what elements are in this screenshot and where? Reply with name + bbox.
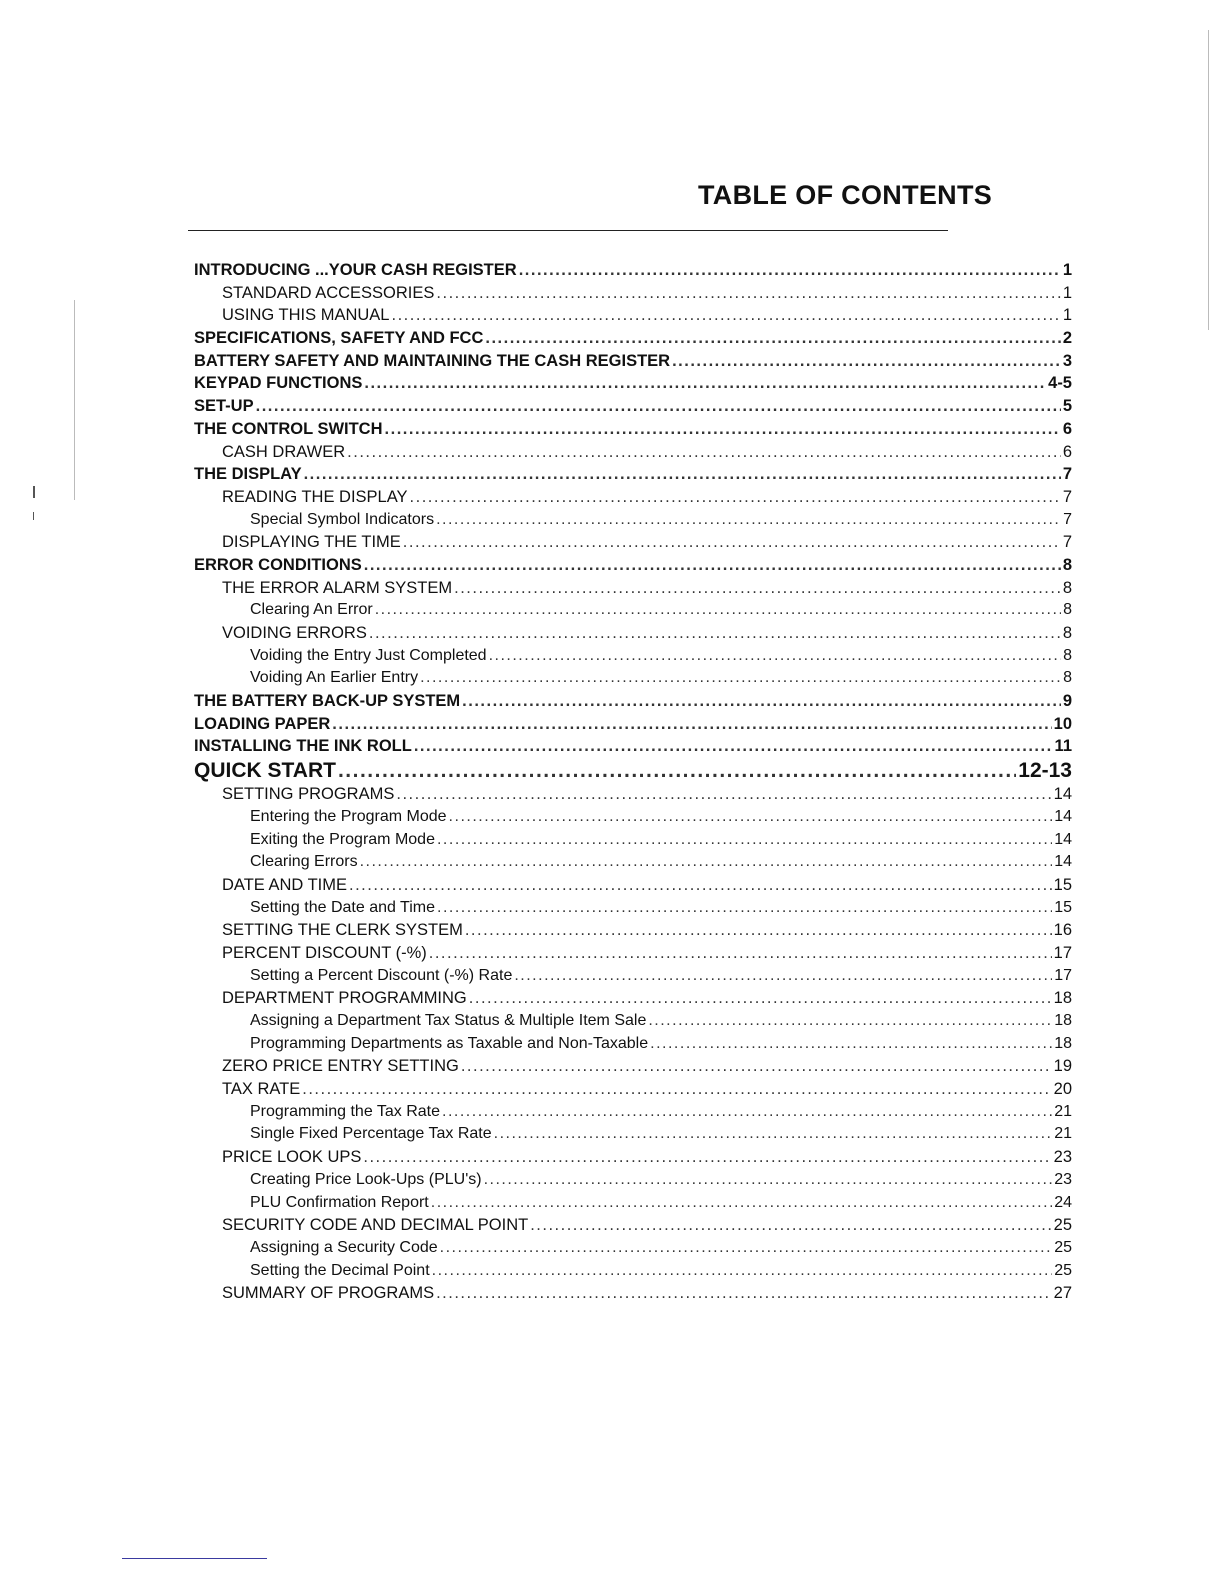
- toc-entry[interactable]: [194, 851, 1072, 874]
- dot-leader: [437, 829, 1052, 852]
- dot-leader: [650, 1033, 1052, 1056]
- dot-leader: [304, 463, 1061, 486]
- toc-entry[interactable]: [194, 1146, 1072, 1169]
- toc-entry-label: CASH DRAWER: [222, 442, 346, 461]
- toc-entry-page: 4-5: [1048, 374, 1072, 393]
- toc-entry[interactable]: [194, 304, 1072, 327]
- toc-entry-label: Creating Price Look-Ups (PLU's): [250, 1170, 482, 1188]
- toc-entry-page: 14: [1053, 785, 1072, 804]
- dot-leader: [414, 735, 1053, 758]
- toc-entry[interactable]: [194, 1214, 1072, 1237]
- toc-entry-label: DATE AND TIME: [222, 875, 347, 894]
- toc-entry-page: 15: [1053, 875, 1072, 894]
- toc-entry-page: 2: [1062, 329, 1072, 348]
- toc-entry[interactable]: [194, 1055, 1072, 1078]
- toc-entry-page: 21: [1054, 1125, 1072, 1143]
- toc-entry[interactable]: [194, 919, 1072, 942]
- dot-leader: [375, 599, 1061, 622]
- toc-entry-label: SECURITY CODE AND DECIMAL POINT: [222, 1216, 529, 1235]
- dot-leader: [514, 965, 1052, 988]
- dot-leader: [436, 1282, 1052, 1305]
- toc-entry-page: 23: [1054, 1170, 1072, 1188]
- toc-entry[interactable]: [194, 622, 1072, 645]
- toc-entry-page: 18: [1054, 1034, 1072, 1052]
- toc-entry-page: 7: [1062, 533, 1072, 552]
- dot-leader: [364, 554, 1061, 577]
- dot-leader: [485, 327, 1060, 350]
- toc-entry-page: 6: [1062, 442, 1072, 461]
- toc-entry-label: THE CONTROL SWITCH: [194, 419, 383, 438]
- toc-entry[interactable]: [194, 735, 1072, 758]
- toc-entry[interactable]: [194, 463, 1072, 486]
- toc-entry-label: Programming Departments as Taxable and Non-Taxable: [250, 1034, 649, 1052]
- toc-entry-page: 1: [1062, 306, 1072, 325]
- toc-entry-label: Setting the Decimal Point: [250, 1261, 430, 1279]
- dot-leader: [432, 1260, 1053, 1283]
- toc-entry[interactable]: [194, 418, 1072, 441]
- toc-entry[interactable]: [194, 783, 1072, 806]
- toc-entry-label: ERROR CONDITIONS: [194, 555, 362, 574]
- toc-entry-label: Clearing Errors: [250, 853, 358, 871]
- dot-leader: [396, 783, 1051, 806]
- toc-entry-page: 23: [1053, 1148, 1072, 1167]
- toc-entry-label: Exiting the Program Mode: [250, 830, 435, 848]
- toc-entry[interactable]: [194, 758, 1072, 783]
- dot-leader: [672, 350, 1061, 373]
- dot-leader: [332, 713, 1051, 736]
- toc-entry-label: THE ERROR ALARM SYSTEM: [222, 578, 453, 597]
- toc-entry[interactable]: [194, 577, 1072, 600]
- scan-mark: [1208, 30, 1209, 330]
- toc-entry[interactable]: [194, 372, 1072, 395]
- toc-entry-label: INTRODUCING ...YOUR CASH REGISTER: [194, 261, 517, 279]
- dot-leader: [449, 806, 1053, 829]
- dot-leader: [403, 531, 1061, 554]
- toc-entry-page: 7: [1062, 487, 1072, 506]
- toc-entry-page: 7: [1062, 465, 1072, 484]
- dot-leader: [494, 1123, 1053, 1146]
- toc-entry[interactable]: [194, 509, 1072, 532]
- toc-entry-page: 17: [1054, 966, 1072, 984]
- toc-entry-label: SETTING PROGRAMS: [222, 785, 395, 804]
- toc-entry-page: 8: [1062, 578, 1072, 597]
- toc-entry-page: 19: [1053, 1057, 1072, 1076]
- toc-entry-page: 14: [1054, 807, 1072, 825]
- toc-entry-label: INSTALLING THE INK ROLL: [194, 737, 412, 756]
- toc-entry[interactable]: [194, 531, 1072, 554]
- title-divider: [188, 230, 948, 231]
- toc-entry-page: 15: [1054, 898, 1072, 916]
- dot-leader: [436, 282, 1060, 305]
- toc-entry-page: 8: [1062, 555, 1072, 574]
- toc-entry[interactable]: [194, 987, 1072, 1010]
- toc-entry[interactable]: [194, 599, 1072, 622]
- dot-leader: [302, 1078, 1051, 1101]
- toc-entry-label: Setting the Date and Time: [250, 898, 435, 916]
- toc-entry[interactable]: [194, 327, 1072, 350]
- scan-mark: [33, 486, 35, 498]
- toc-entry-page: 1: [1062, 261, 1072, 279]
- toc-entry[interactable]: [194, 667, 1072, 690]
- toc-entry[interactable]: [194, 282, 1072, 305]
- toc-entry-label: SUMMARY OF PROGRAMS: [222, 1284, 435, 1303]
- toc-entry-label: Entering the Program Mode: [250, 807, 447, 825]
- toc-entry-label: Programming the Tax Rate: [250, 1102, 441, 1120]
- toc-entry-label: USING THIS MANUAL: [222, 306, 390, 325]
- toc-entry[interactable]: [194, 874, 1072, 897]
- toc-entry-page: 25: [1053, 1216, 1072, 1235]
- toc-entry[interactable]: [194, 1033, 1072, 1056]
- toc-entry[interactable]: [194, 942, 1072, 965]
- toc-entry[interactable]: [194, 897, 1072, 920]
- toc-entry[interactable]: [194, 645, 1072, 668]
- scan-mark: [122, 1558, 267, 1559]
- toc-entry-page: 14: [1054, 830, 1072, 848]
- dot-leader: [391, 304, 1060, 327]
- toc-entry-label: Single Fixed Percentage Tax Rate: [250, 1125, 492, 1143]
- toc-entry-page: 8: [1063, 646, 1072, 664]
- dot-leader: [489, 645, 1062, 668]
- toc-entry-label: THE BATTERY BACK-UP SYSTEM: [194, 692, 461, 711]
- toc-entry-label: QUICK START: [194, 759, 336, 783]
- toc-entry-label: TAX RATE: [222, 1080, 301, 1099]
- toc-entry-page: 24: [1054, 1193, 1072, 1211]
- toc-entry-page: 25: [1054, 1261, 1072, 1279]
- toc-entry-label: SETTING THE CLERK SYSTEM: [222, 921, 463, 940]
- dot-leader: [410, 486, 1061, 509]
- toc-entry[interactable]: [194, 395, 1072, 418]
- toc-entry[interactable]: [194, 713, 1072, 736]
- toc-entry[interactable]: [194, 1169, 1072, 1192]
- toc-entry-page: 1: [1062, 283, 1072, 302]
- toc-entry-label: KEYPAD FUNCTIONS: [194, 374, 363, 393]
- toc-entry[interactable]: [194, 1237, 1072, 1260]
- toc-entry-page: 27: [1053, 1284, 1072, 1303]
- toc-entry[interactable]: [194, 1123, 1072, 1146]
- scan-mark: [74, 300, 75, 500]
- toc-entry-label: Special Symbol Indicators: [250, 510, 435, 528]
- toc-entry[interactable]: [194, 1282, 1072, 1305]
- dot-leader: [465, 919, 1052, 942]
- toc-entry[interactable]: [194, 554, 1072, 577]
- dot-leader: [454, 577, 1061, 600]
- dot-leader: [519, 259, 1061, 282]
- toc-entry-label: ZERO PRICE ENTRY SETTING: [222, 1057, 459, 1076]
- toc-entry-label: DEPARTMENT PROGRAMMING: [222, 989, 467, 1008]
- scan-mark: [33, 512, 34, 520]
- dot-leader: [530, 1214, 1051, 1237]
- toc-entry-page: 17: [1053, 943, 1072, 962]
- dot-leader: [484, 1169, 1053, 1192]
- table-of-contents: [194, 259, 1072, 1305]
- toc-entry-page: 8: [1063, 601, 1072, 619]
- toc-entry-page: 6: [1062, 419, 1072, 438]
- toc-entry-label: Clearing An Error: [250, 601, 373, 619]
- dot-leader: [436, 509, 1061, 532]
- toc-entry[interactable]: [194, 806, 1072, 829]
- page-title: TABLE OF CONTENTS: [698, 180, 993, 210]
- dot-leader: [440, 1237, 1053, 1260]
- toc-entry-page: 18: [1054, 1012, 1072, 1029]
- toc-entry-label: Voiding the Entry Just Completed: [250, 646, 487, 664]
- toc-entry-label: PRICE LOOK UPS: [222, 1148, 362, 1167]
- dot-leader: [648, 1010, 1052, 1033]
- dot-leader: [442, 1101, 1052, 1124]
- dot-leader: [437, 897, 1052, 920]
- toc-entry[interactable]: [194, 441, 1072, 464]
- dot-leader: [429, 942, 1052, 965]
- dot-leader: [461, 1055, 1052, 1078]
- toc-entry-page: 8: [1063, 669, 1072, 687]
- dot-leader: [364, 372, 1046, 395]
- toc-entry-page: 5: [1062, 397, 1072, 416]
- dot-leader: [469, 987, 1052, 1010]
- toc-entry-label: THE DISPLAY: [194, 465, 302, 484]
- toc-entry-page: 11: [1054, 737, 1072, 756]
- dot-leader: [363, 1146, 1051, 1169]
- dot-leader: [462, 690, 1061, 713]
- toc-entry-page: 18: [1053, 989, 1072, 1008]
- toc-entry-page: 25: [1054, 1238, 1072, 1256]
- toc-entry[interactable]: [194, 829, 1072, 852]
- toc-entry-label: Assigning a Department Tax Status & Multiple Item Sale: [250, 1012, 647, 1029]
- dot-leader: [420, 667, 1061, 690]
- toc-entry[interactable]: [194, 259, 1072, 282]
- dot-leader: [347, 441, 1061, 464]
- dot-leader: [385, 418, 1061, 441]
- toc-entry-page: 3: [1062, 351, 1072, 370]
- toc-entry-label: BATTERY SAFETY AND MAINTAINING THE CASH REGISTER: [194, 351, 671, 370]
- toc-entry[interactable]: [194, 965, 1072, 988]
- toc-entry[interactable]: [194, 486, 1072, 509]
- dot-leader: [338, 758, 1016, 783]
- toc-entry-page: 12-13: [1018, 759, 1072, 783]
- toc-entry-page: 21: [1054, 1102, 1072, 1120]
- dot-leader: [349, 874, 1052, 897]
- dot-leader: [256, 395, 1061, 418]
- toc-entry-label: VOIDING ERRORS: [222, 624, 367, 642]
- toc-entry-label: Setting a Percent Discount (-%) Rate: [250, 966, 513, 984]
- dot-leader: [360, 851, 1053, 874]
- toc-entry-label: PLU Confirmation Report: [250, 1193, 429, 1211]
- toc-entry[interactable]: [194, 350, 1072, 373]
- toc-entry[interactable]: [194, 1078, 1072, 1101]
- toc-entry-page: 7: [1063, 510, 1072, 528]
- toc-entry-label: PERCENT DISCOUNT (-%): [222, 943, 427, 962]
- toc-entry[interactable]: [194, 1010, 1072, 1033]
- toc-entry-label: DISPLAYING THE TIME: [222, 533, 401, 552]
- dot-leader: [369, 622, 1061, 645]
- toc-entry-label: SPECIFICATIONS, SAFETY AND FCC: [194, 329, 484, 348]
- toc-entry-page: 14: [1054, 853, 1072, 871]
- toc-entry[interactable]: [194, 690, 1072, 713]
- toc-entry-label: READING THE DISPLAY: [222, 487, 408, 506]
- toc-entry-page: 8: [1062, 624, 1072, 642]
- toc-entry[interactable]: [194, 1260, 1072, 1283]
- toc-entry-label: SET-UP: [194, 397, 254, 416]
- toc-entry-label: Voiding An Earlier Entry: [250, 669, 419, 687]
- toc-entry-label: Assigning a Security Code: [250, 1238, 438, 1256]
- dot-leader: [431, 1192, 1052, 1215]
- toc-entry-label: STANDARD ACCESSORIES: [222, 283, 435, 302]
- toc-entry-page: 9: [1062, 692, 1072, 711]
- toc-entry-label: LOADING PAPER: [194, 714, 331, 733]
- toc-entry-page: 16: [1053, 921, 1072, 940]
- toc-entry-page: 10: [1053, 714, 1072, 733]
- toc-entry-page: 20: [1053, 1080, 1072, 1099]
- toc-entry[interactable]: [194, 1192, 1072, 1215]
- toc-entry[interactable]: [194, 1101, 1072, 1124]
